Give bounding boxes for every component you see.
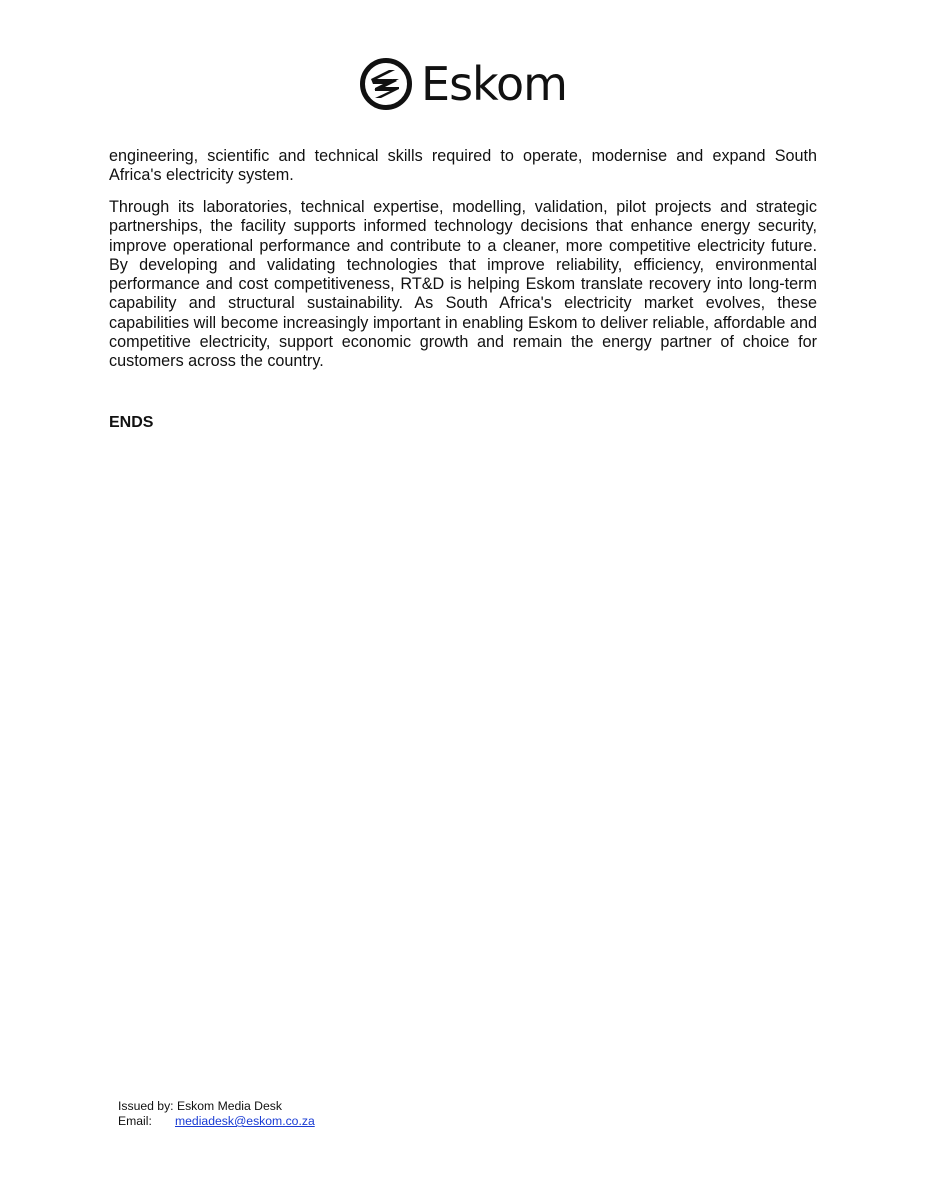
eskom-logo <box>359 56 567 112</box>
email-label: Email: <box>118 1114 152 1128</box>
issued-by-value: Eskom Media Desk <box>176 1099 282 1113</box>
email-row <box>118 1114 315 1129</box>
eskom-lightning-circle-icon <box>359 57 413 111</box>
issued-by-label: Issued by: <box>118 1099 174 1113</box>
issued-by-row <box>118 1099 315 1114</box>
paragraph-text: Through its laboratories, technical expertise, modelling, validation, pilot projects and strategic partnerships, the facility supports informed technology decisions that enhance energy security, improve operational performance and contribute to a cleaner, more competitive electricity future. By developing and validating technologies that improve reliability, efficiency, environmental performance and cost competitiveness, RT&D is helping Eskom translate recovery into long-term capability and structural sustainability. As South Africa's electricity market evolves, these capabilities will become increasingly important in enabling Eskom to deliver reliable, affordable and competitive electricity, support economic growth and remain the energy partner of choice for customers across the country. <box>109 198 817 371</box>
logo-text: Eskom <box>421 57 567 111</box>
ends-marker: ENDS <box>109 414 154 431</box>
body-paragraph-2 <box>109 198 817 372</box>
body-paragraph-1 <box>109 147 817 186</box>
paragraph-text: engineering, scientific and technical skills required to operate, modernise and expand South Africa's electricity system. <box>109 147 817 185</box>
footer-contact <box>118 1099 315 1129</box>
email-link[interactable]: mediadesk@eskom.co.za <box>175 1114 315 1128</box>
